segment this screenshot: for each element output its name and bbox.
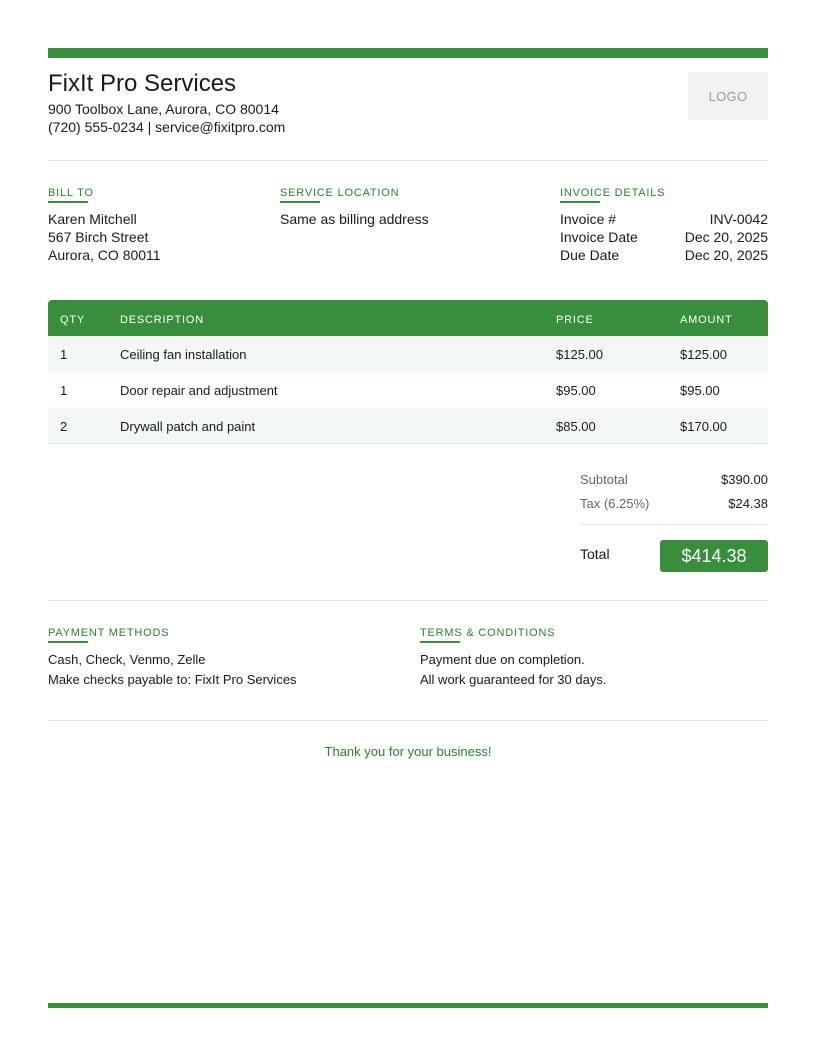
invoice-date-label: Invoice Date [560, 229, 638, 245]
tax-label: Tax (6.25%) [580, 496, 650, 511]
thanks-divider [48, 720, 768, 721]
payment-checks-note: Make checks payable to: FixIt Pro Services [48, 672, 297, 687]
row-qty: 1 [60, 347, 68, 362]
row-qty: 2 [60, 419, 68, 434]
table-row [48, 336, 768, 372]
row-description: Door repair and adjustment [120, 383, 278, 398]
invoice-details-underline [560, 201, 600, 203]
row-qty: 1 [60, 383, 68, 398]
service-location-underline [280, 201, 320, 203]
table-row [48, 372, 768, 408]
invoice-details-label: INVOICE DETAILS [560, 187, 666, 199]
header-price: PRICE [556, 314, 594, 326]
terms-underline [420, 641, 460, 643]
bill-to-street: 567 Birch Street [48, 229, 149, 245]
terms-line-payment: Payment due on completion. [420, 652, 585, 667]
row-amount: $170.00 [680, 419, 727, 434]
invoice-number-label: Invoice # [560, 211, 617, 227]
row-amount: $125.00 [680, 347, 727, 362]
header-divider [48, 160, 768, 161]
row-amount: $95.00 [680, 383, 720, 398]
top-accent-bar [48, 48, 768, 58]
payment-methods-underline [48, 641, 88, 643]
subtotal-value: $390.00 [721, 472, 768, 487]
invoice-date-value: Dec 20, 2025 [684, 229, 768, 245]
line-items-table [48, 300, 768, 444]
row-price: $95.00 [556, 383, 596, 398]
table-header [48, 300, 768, 336]
total-value-badge: $414.38 [660, 540, 768, 572]
payment-methods-label: PAYMENT METHODS [48, 627, 170, 639]
bottom-accent-bar [48, 1003, 768, 1008]
tax-value: $24.38 [728, 496, 768, 511]
logo-placeholder: LOGO [688, 72, 768, 120]
terms-label: TERMS & CONDITIONS [420, 627, 556, 639]
summary-divider [580, 524, 768, 525]
bill-to-city: Aurora, CO 80011 [48, 247, 161, 263]
thank-you-message: Thank you for your business! [324, 744, 492, 759]
terms-line-guarantee: All work guaranteed for 30 days. [420, 672, 607, 687]
summary-footer-divider [48, 600, 768, 601]
row-price: $125.00 [556, 347, 603, 362]
invoice-number-value: INV-0042 [709, 211, 768, 227]
company-address: 900 Toolbox Lane, Aurora, CO 80014 [48, 101, 279, 117]
company-contact: (720) 555-0234 | service@fixitpro.com [48, 119, 286, 135]
row-description: Ceiling fan installation [120, 347, 247, 362]
bill-to-underline [48, 201, 88, 203]
total-label: Total [580, 546, 610, 562]
service-location-text: Same as billing address [280, 211, 429, 227]
row-price: $85.00 [556, 419, 596, 434]
bill-to-name: Karen Mitchell [48, 211, 137, 227]
header-amount: AMOUNT [680, 314, 733, 326]
service-location-label: SERVICE LOCATION [280, 187, 400, 199]
subtotal-label: Subtotal [580, 472, 628, 487]
table-row [48, 408, 768, 444]
bill-to-label: BILL TO [48, 187, 94, 199]
header-qty: QTY [60, 314, 86, 326]
header-description: DESCRIPTION [120, 314, 204, 326]
row-description: Drywall patch and paint [120, 419, 256, 434]
due-date-value: Dec 20, 2025 [684, 247, 768, 263]
payment-methods-list: Cash, Check, Venmo, Zelle [48, 652, 206, 667]
company-name: FixIt Pro Services [48, 70, 237, 97]
due-date-label: Due Date [560, 247, 620, 263]
